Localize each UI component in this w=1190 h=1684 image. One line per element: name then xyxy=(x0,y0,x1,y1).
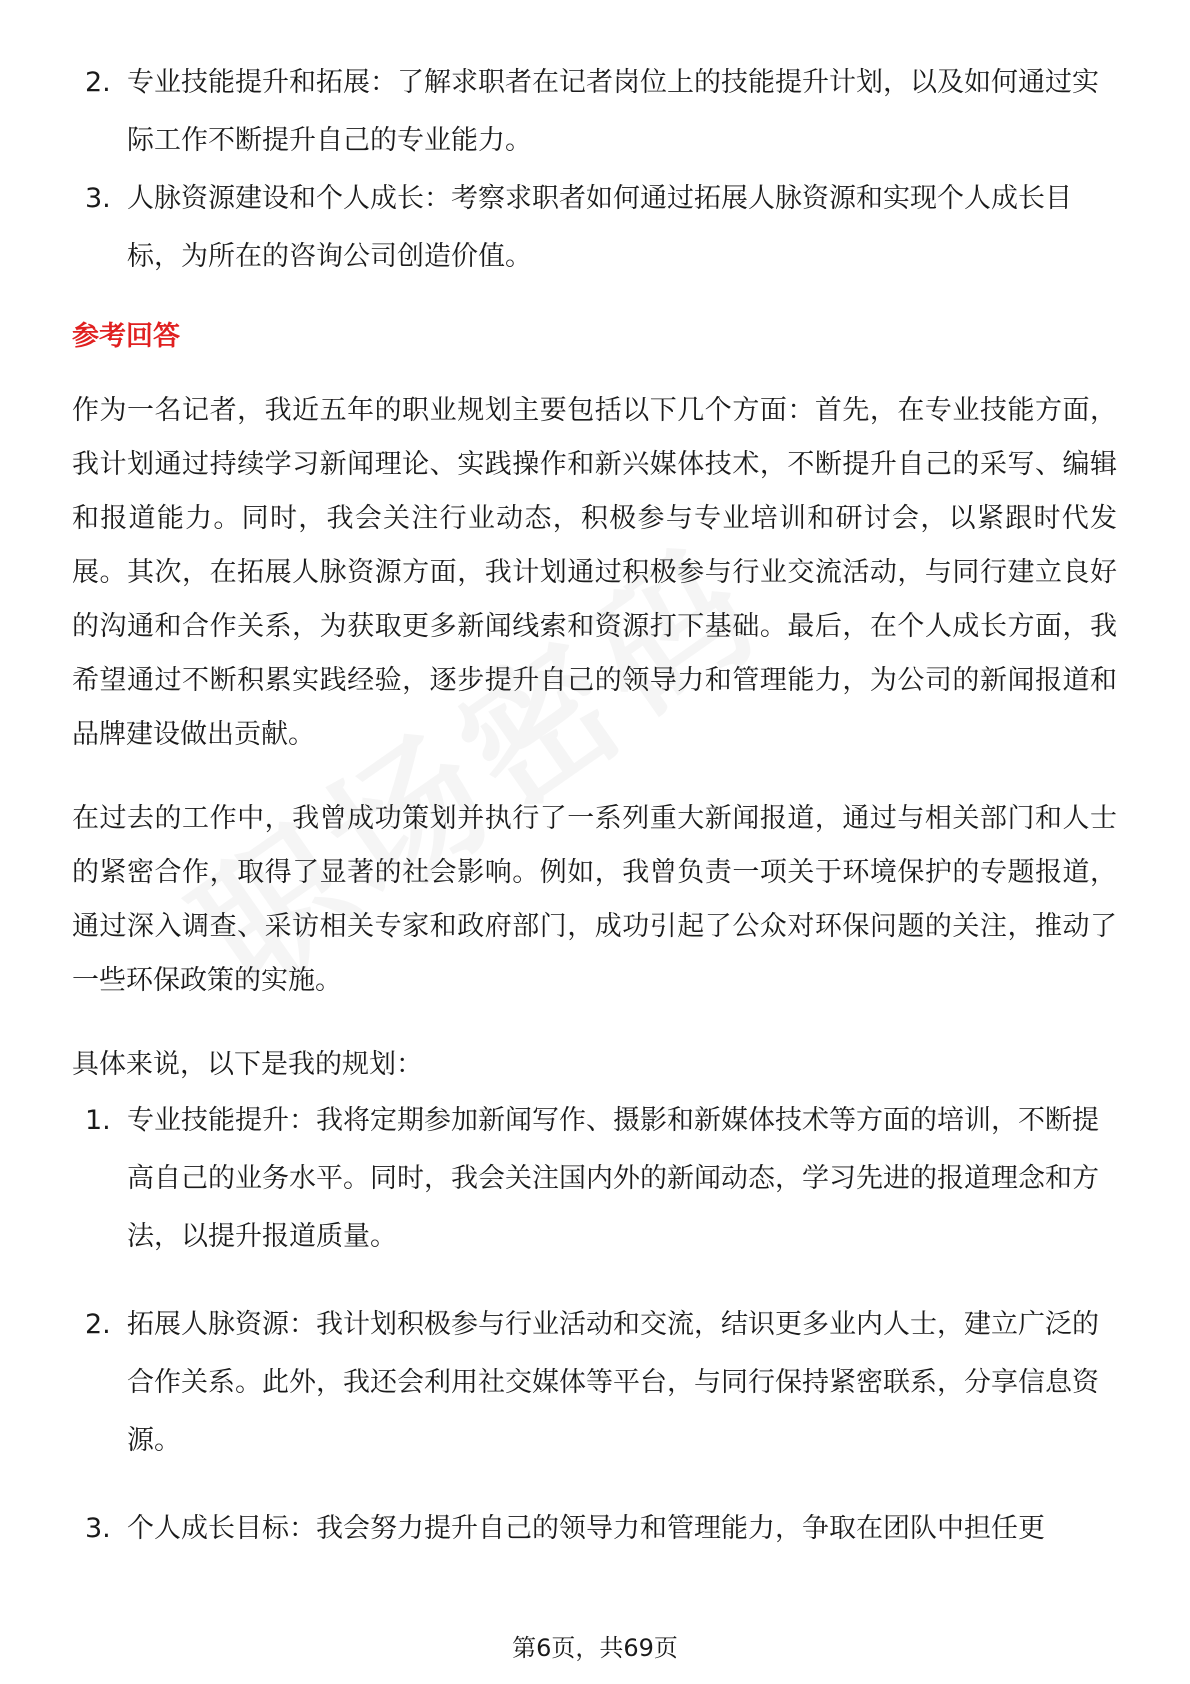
page-content xyxy=(72,54,1117,1588)
list-number: 2. xyxy=(85,1309,111,1340)
plan-list xyxy=(72,1092,1117,1558)
answer-paragraph: 作为一名记者，我近五年的职业规划主要包括以下几个方面：首先，在专业技能方面，我计划通过持续学习新闻理论、实践操作和新兴媒体技术，不断提升自己的采写、编辑和报道能力。同时，我会关注行业动态，积极参与专业培训和研讨会，以紧跟时代发展。其次，在拓展人脉资源方面，我计划通过积极参与行业交流活动，与同行建立良好的沟通和合作关系，为获取更多新闻线索和资源打下基础。最后，在个人成长方面，我希望通过不断积累实践经验，逐步提升自己的领导力和管理能力，为公司的新闻报道和品牌建设做出贡献。 xyxy=(72,395,1117,750)
list-item xyxy=(72,1500,1117,1558)
list-number: 3. xyxy=(85,183,111,214)
list-item-text: 人脉资源建设和个人成长：考察求职者如何通过拓展人脉资源和实现个人成长目标，为所在的咨询公司创造价值。 xyxy=(127,183,1072,272)
answer-paragraph: 具体来说，以下是我的规划： xyxy=(72,1049,423,1080)
list-item xyxy=(72,1092,1117,1266)
question-focus-list xyxy=(72,54,1117,286)
list-item xyxy=(72,54,1117,170)
list-item xyxy=(72,1296,1117,1470)
list-item-text: 专业技能提升：我将定期参加新闻写作、摄影和新媒体技术等方面的培训，不断提高自己的业务水平。同时，我会关注国内外的新闻动态，学习先进的报道理念和方法，以提升报道质量。 xyxy=(127,1105,1099,1252)
page-number-footer: 第6页，共69页 xyxy=(512,1634,678,1662)
list-number: 3. xyxy=(85,1513,111,1544)
list-item-text: 拓展人脉资源：我计划积极参与行业活动和交流，结识更多业内人士，建立广泛的合作关系。此外，我还会利用社交媒体等平台，与同行保持紧密联系，分享信息资源。 xyxy=(127,1309,1099,1456)
list-number: 2. xyxy=(85,67,111,98)
answer-heading: 参考回答 xyxy=(72,321,180,352)
list-item-text: 专业技能提升和拓展：了解求职者在记者岗位上的技能提升计划，以及如何通过实际工作不断提升自己的专业能力。 xyxy=(127,67,1099,156)
list-item xyxy=(72,170,1117,286)
list-item-text: 个人成长目标：我会努力提升自己的领导力和管理能力，争取在团队中担任更 xyxy=(127,1513,1045,1544)
list-number: 1. xyxy=(85,1105,111,1136)
answer-paragraph: 在过去的工作中，我曾成功策划并执行了一系列重大新闻报道，通过与相关部门和人士的紧密合作，取得了显著的社会影响。例如，我曾负责一项关于环境保护的专题报道，通过深入调查、采访相关专家和政府部门，成功引起了公众对环保问题的关注，推动了一些环保政策的实施。 xyxy=(72,803,1117,996)
